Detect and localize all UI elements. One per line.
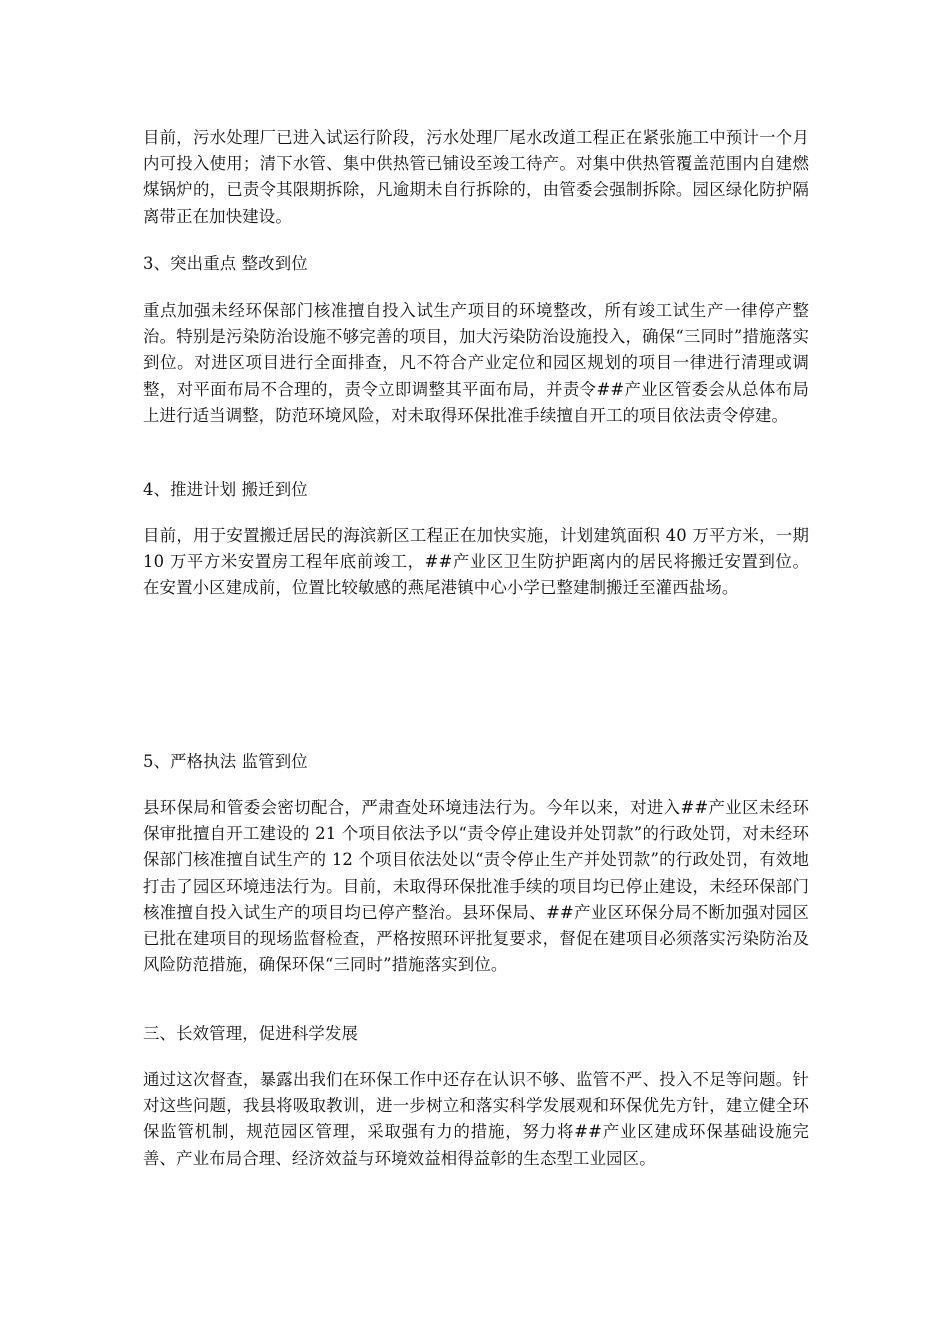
paragraph-enforcement: 县环保局和管委会密切配合，严肃查处环境违法行为。今年以来，对进入##产业区未经环保审批擅自开工建设的 21 个项目依法予以“责令停止建设并处罚款”的行政处罚，对未经环保部门核准擅自试生产的 12 个项目依法处以“责令停止生产并处罚款”的行政处罚，有效地打击了园区环境违法行为。目前，未取得环保批准手续的项目均已停止建设，未经环保部门核准擅自投入试生产的项目均已停产整治。县环保局、##产业区环保分局不断加强对园区已批在建项目的现场监督检查，严格按照环评批复要求，督促在建项目必须落实污染防治及风险防范措施，确保环保“三同时”措施落实到位。 [143, 798, 809, 975]
paragraph-wastewater-progress: 目前，污水处理厂已进入试运行阶段，污水处理厂尾水改道工程正在紧张施工中预计一个月内可投入使用；清下水管、集中供热管已铺设至竣工待产。对集中供热管覆盖范围内自建燃煤锅炉的，已责令其限期拆除，凡逾期未自行拆除的，由管委会强制拆除。园区绿化防护隔离带正在加快建设。 [143, 128, 809, 226]
heading-5-enforcement: 5、严格执法 监管到位 [143, 752, 308, 771]
heading-3-rectification: 3、突出重点 整改到位 [143, 254, 308, 273]
heading-section-3-long-term: 三、长效管理，促进科学发展 [143, 1024, 359, 1043]
heading-4-relocation: 4、推进计划 搬迁到位 [143, 480, 308, 499]
paragraph-relocation: 目前，用于安置搬迁居民的海滨新区工程正在加快实施，计划建筑面积 40 万平方米，一期 10 万平方米安置房工程年底前竣工，##产业区卫生防护距离内的居民将搬迁安置到位。在安置小区建成前，位置比较敏感的燕尾港镇中心小学已整建制搬迁至灌西盐场。 [143, 526, 809, 598]
paragraph-rectification: 重点加强未经环保部门核准擅自投入试生产项目的环境整改，所有竣工试生产一律停产整治。特别是污染防治设施不够完善的项目，加大污染防治设施投入，确保“三同时”措施落实到位。对进区项目进行全面排查，凡不符合产业定位和园区规划的项目一律进行清理或调整，对平面布局不合理的，责令立即调整其平面布局，并责令##产业区管委会从总体布局上进行适当调整，防范环境风险，对未取得环保批准手续擅自开工的项目依法责令停建。 [143, 301, 809, 425]
paragraph-long-term-management: 通过这次督查，暴露出我们在环保工作中还存在认识不够、监管不严、投入不足等问题。针对这些问题，我县将吸取教训，进一步树立和落实科学发展观和环保优先方针，建立健全环保监管机制，规范园区管理，采取强有力的措施，努力将##产业区建成环保基础设施完善、产业布局合理、经济效益与环境效益相得益彰的生态型工业园区。 [143, 1070, 809, 1168]
